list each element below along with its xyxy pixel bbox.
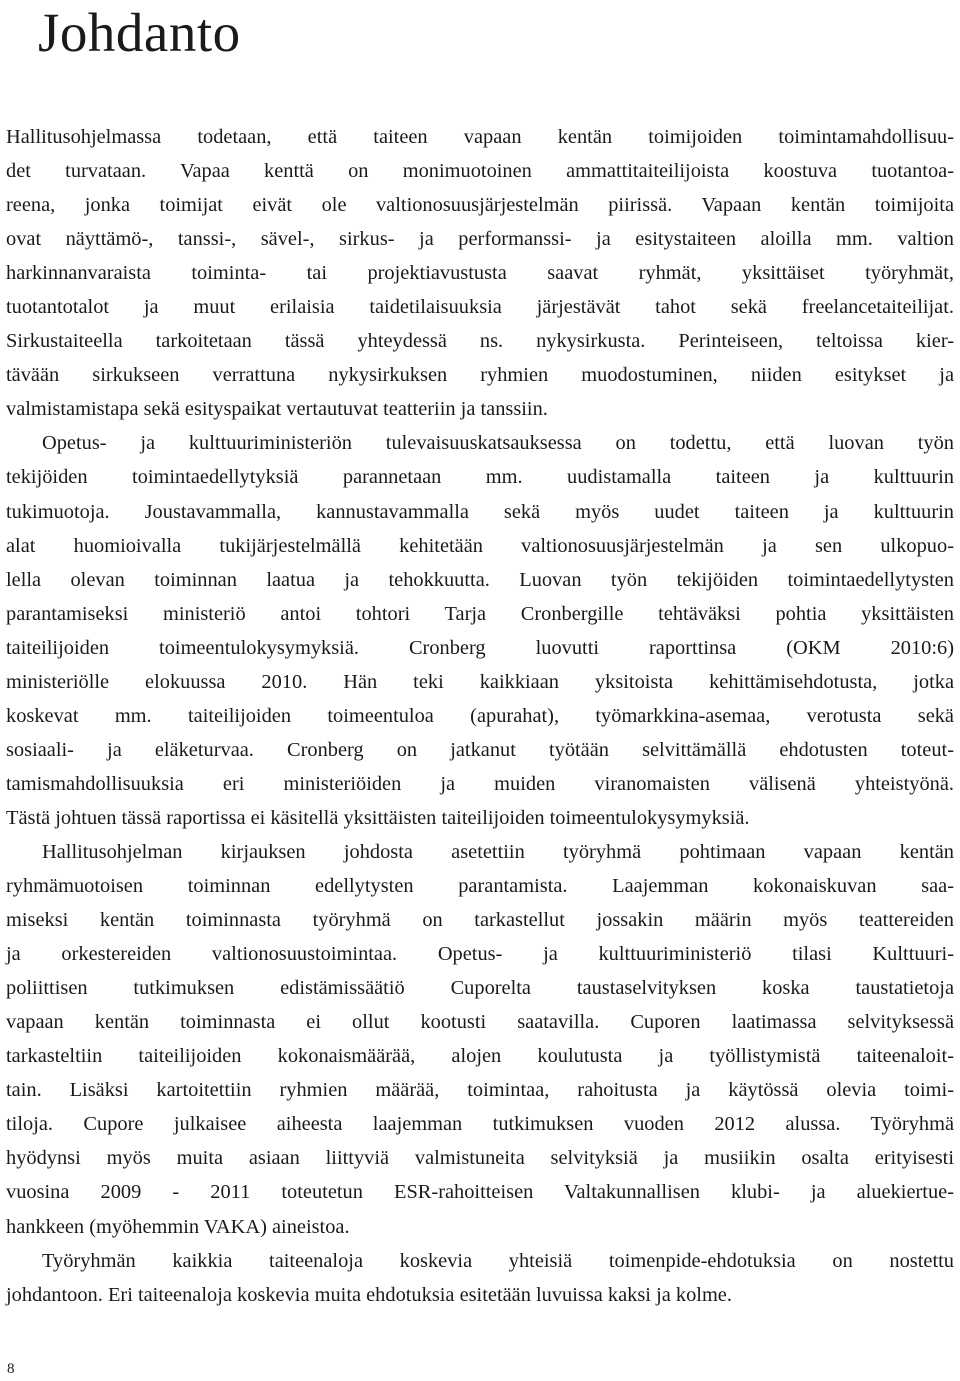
text-line: lella olevan toiminnan laatua ja tehokkuutta. Luovan työn tekijöiden toimintaedellytysten — [6, 568, 954, 591]
text-line: Työryhmän kaikkia taiteenaloja koskevia yhteisiä toimenpide-ehdotuksia on nostettu — [42, 1249, 954, 1272]
text-line: parantamiseksi ministeriö antoi tohtori Tarja Cronbergille tehtäväksi pohtia yksittäisten — [6, 602, 954, 625]
text-line: valmistamistapa sekä esityspaikat vertautuvat teatteriin ja tanssiin. — [6, 398, 548, 421]
text-line: tain. Lisäksi kartoitettiin ryhmien määrää, toimintaa, rahoitusta ja käytössä olevia toimi- — [6, 1079, 954, 1102]
text-line: tävään sirkukseen verrattuna nykysirkuksen ryhmien muodostuminen, niiden esitykset ja — [6, 364, 954, 387]
text-line: reena, jonka toimijat eivät ole valtionosuusjärjestelmän piirissä. Vapaan kentän toimijoita — [6, 194, 954, 217]
text-line: Hallitusohjelmassa todetaan, että taiteen vapaan kentän toimijoiden toimintamahdollisuu- — [6, 126, 954, 148]
text-line: poliittisen tutkimuksen edistämissäätiö Cuporelta taustaselvityksen koska taustatietoja — [6, 977, 954, 1000]
text-line: tarkasteltiin taiteilijoiden kokonaismäärää, alojen koulutusta ja työllistymistä taiteenaloit- — [6, 1045, 954, 1068]
text-line: Tästä johtuen tässä raportissa ei käsitellä yksittäisten taiteilijoiden toimeentulokysymyksiä. — [6, 806, 750, 829]
text-line: hankkeen (myöhemmin VAKA) aineistoa. — [6, 1215, 350, 1238]
text-line: ovat näyttämö-, tanssi-, sävel-, sirkus- ja performanssi- ja esitystaiteen aloilla mm. valtion — [6, 228, 954, 251]
text-line: harkinnanvaraista toiminta- tai projektiavustusta saavat ryhmät, yksittäiset työryhmät, — [6, 262, 954, 285]
text-line: Opetus- ja kulttuuriministeriön tulevaisuuskatsauksessa on todettu, että luovan työn — [42, 432, 954, 455]
text-line: ryhmämuotoisen toiminnan edellytysten parantamista. Laajemman kokonaiskuvan saa- — [6, 875, 954, 898]
text-line: tiloja. Cupore julkaisee aiheesta laajemman tutkimuksen vuoden 2012 alussa. Työryhmä — [6, 1113, 954, 1136]
text-line: koskevat mm. taiteilijoiden toimeentuloa (apurahat), työmarkkina-asemaa, verotusta sekä — [6, 704, 954, 727]
text-line: tukimuotoja. Joustavammalla, kannustavammalla sekä myös uudet taiteen ja kulttuurin — [6, 500, 954, 523]
text-line: vapaan kentän toiminnasta ei ollut kootusti saatavilla. Cuporen laatimassa selvityksessä — [6, 1011, 954, 1034]
text-line: alat huomioivalla tukijärjestelmällä kehitetään valtionosuusjärjestelmän ja sen ulkopuo- — [6, 534, 954, 557]
text-line: det turvataan. Vapaa kenttä on monimuotoinen ammattitaiteilijoista koostuva tuotantoa- — [6, 160, 954, 183]
text-line: vuosina 2009 - 2011 toteutetun ESR-rahoitteisen Valtakunnallisen klubi- ja aluekiertue- — [6, 1181, 954, 1204]
body-text — [6, 120, 954, 1312]
text-line: miseksi kentän toiminnasta työryhmä on tarkastellut jossakin määrin myös teattereiden — [6, 909, 954, 932]
page-title: Johdanto — [38, 2, 241, 63]
text-line: taiteilijoiden toimeentulokysymyksiä. Cronberg luovutti raporttinsa (OKM 2010:6) — [6, 636, 954, 659]
text-line: tamismahdollisuuksia eri ministeriöiden ja muiden viranomaisten välisenä yhteistyönä. — [6, 772, 954, 795]
text-line: Hallitusohjelman kirjauksen johdosta asetettiin työryhmä pohtimaan vapaan kentän — [42, 840, 954, 863]
text-line: tekijöiden toimintaedellytyksiä parannetaan mm. uudistamalla taiteen ja kulttuurin — [6, 466, 954, 489]
text-line: Sirkustaiteella tarkoitetaan tässä yhteydessä ns. nykysirkusta. Perinteiseen, teltoissa kier- — [6, 330, 954, 353]
text-line: johdantoon. Eri taiteenaloja koskevia muita ehdotuksia esitetään luvuissa kaksi ja kolme. — [6, 1283, 732, 1306]
text-line: hyödynsi myös muita asiaan liittyviä valmistuneita selvityksiä ja musiikin osalta erityisesti — [6, 1147, 954, 1170]
text-line: tuotantotalot ja muut erilaisia taidetilaisuuksia järjestävät tahot sekä freelancetaiteilijat. — [6, 296, 954, 319]
page-number: 8 — [7, 1361, 15, 1377]
text-line: ja orkestereiden valtionosuustoimintaa. Opetus- ja kulttuuriministeriö tilasi Kulttuuri- — [6, 943, 954, 966]
text-line: ministeriölle elokuussa 2010. Hän teki kaikkiaan yksitoista kehittämisehdotusta, jotka — [6, 670, 954, 693]
text-line: sosiaali- ja eläketurvaa. Cronberg on jatkanut työtään selvittämällä ehdotusten toteut- — [6, 738, 954, 761]
